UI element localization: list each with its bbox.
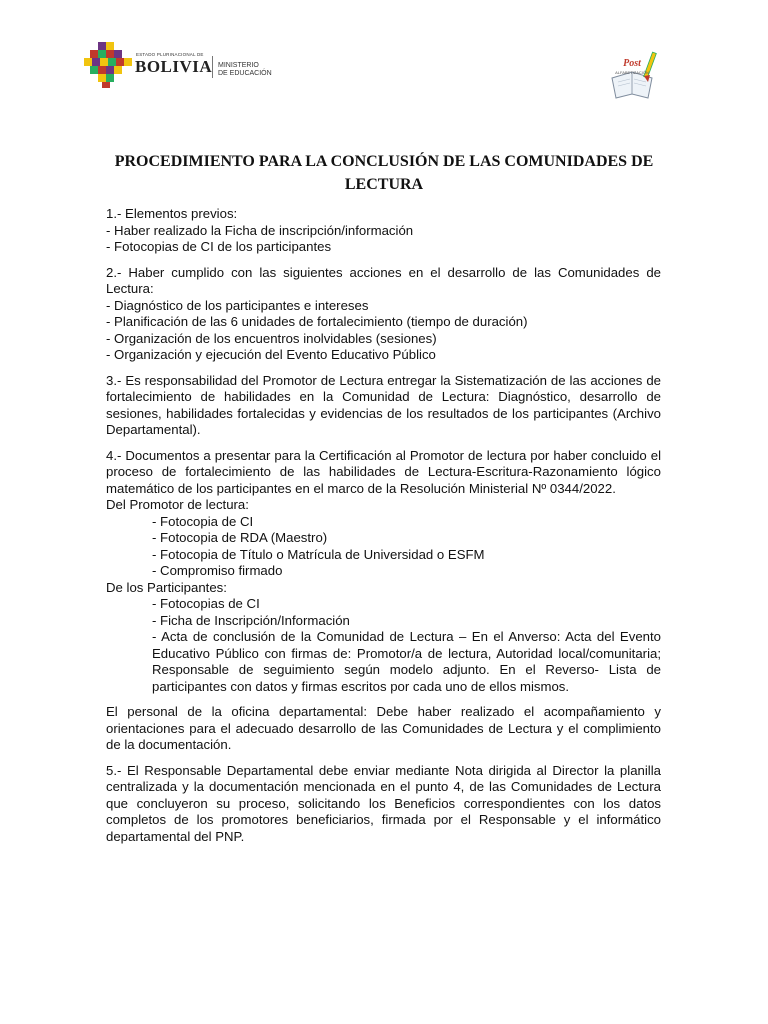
title-line-1: PROCEDIMIENTO PARA LA CONCLUSIÓN DE LAS COMUNIDADES DE: [114, 153, 654, 170]
section-4-text: 4.- Documentos a presentar para la Certificación al Promotor de lectura por haber concluido el proceso de fortalecimiento de las habilidades de Lectura-Escritura-Razonamiento lógico matemático de los participantes en el marco de la Resolución Ministerial Nº 0344/2022.: [106, 447, 661, 496]
book-pencil-icon: [604, 48, 660, 104]
participantes-item: - Fotocopias de CI: [152, 596, 260, 611]
participantes-item: - Ficha de Inscripción/Información: [152, 612, 350, 628]
document-header: [0, 0, 768, 120]
pnp-logo-text: Post: [623, 58, 641, 69]
section-2-item: - Organización y ejecución del Evento Educativo Público: [106, 347, 436, 362]
document-body: [106, 206, 661, 854]
section-2-item: - Diagnóstico de los participantes e intereses: [106, 297, 369, 313]
promotor-item: - Fotocopia de RDA (Maestro): [152, 530, 328, 545]
state-label: ESTADO PLURINACIONAL DE: [136, 52, 204, 57]
pnp-logo-subtext: ALFABETIZACIÓN: [615, 70, 649, 75]
bolivia-emblem-icon: [84, 42, 132, 88]
participantes-heading: De los Participantes:: [106, 579, 227, 595]
section-2-heading: 2.- Haber cumplido con las siguientes acciones en el desarrollo de las Comunidades de: [106, 264, 661, 280]
personal-departamental: El personal de la oficina departamental: Debe haber realizado el acompañamiento y orientaciones para el adecuado desarrollo de las Comunidades de Lectura y el complimiento de la documentación.: [106, 704, 661, 752]
section-2: [106, 265, 661, 364]
document-title: [100, 150, 668, 196]
bolivia-ministry-logo: [84, 42, 284, 88]
section-2-item: - Organización de los encuentros inolvidables (sesiones): [106, 330, 437, 346]
promotor-heading: Del Promotor de lectura:: [106, 497, 249, 512]
ministry-name: [218, 62, 272, 78]
section-1-heading: 1.- Elementos previos:: [106, 206, 238, 221]
section-2-heading-cont: Lectura:: [106, 281, 154, 296]
promotor-item: - Compromiso firmado: [152, 563, 283, 578]
section-5: 5.- El Responsable Departamental debe enviar mediante Nota dirigida al Director la planilla centralizada y la documentación mencionada en el punto 4, de las Comunidades de Lectura que concluyeron su proceso, solicitando los Beneficios correspondientes con los datos completos de los promotores beneficiarios, firmada por el Responsable y el informático departamental del PNP.: [106, 762, 661, 844]
section-4: [106, 448, 661, 696]
ministry-line-1: MINISTERIO: [218, 62, 259, 69]
logo-divider: [212, 56, 213, 78]
title-line-2: LECTURA: [344, 176, 424, 193]
pnp-logo: [604, 48, 660, 104]
section-2-item: - Planificación de las 6 unidades de fortalecimiento (tiempo de duración): [106, 314, 528, 329]
section-1-item: - Fotocopias de CI de los participantes: [106, 239, 332, 254]
promotor-item: - Fotocopia de CI: [152, 513, 254, 529]
country-name: BOLIVIA: [135, 57, 213, 76]
section-1: [106, 206, 661, 256]
section-3: 3.- Es responsabilidad del Promotor de Lectura entregar la Sistematización de las acciones de fortalecimiento de habilidades en la Comunidad de Lectura: Diagnóstico, desarrollo de sesiones, habilidades fortalecidas y evidencias de los resultados de los participantes (Archivo Departamental).: [106, 372, 661, 437]
section-1-item: - Haber realizado la Ficha de inscripción/información: [106, 222, 414, 238]
ministry-line-2: DE EDUCACIÓN: [218, 70, 272, 77]
promotor-item: - Fotocopia de Título o Matrícula de Universidad o ESFM: [152, 546, 485, 562]
acta-description: - Acta de conclusión de la Comunidad de Lectura – En el Anverso: Acta del Evento Educativo Público con firmas de: Promotor/a de lectura, Autoridad local/comunitaria; Responsable de seguimiento según modelo adjunto. En el Reverso- Lista de participantes con datos y firmas escritos por cada uno de ellos mismos.: [152, 629, 661, 694]
